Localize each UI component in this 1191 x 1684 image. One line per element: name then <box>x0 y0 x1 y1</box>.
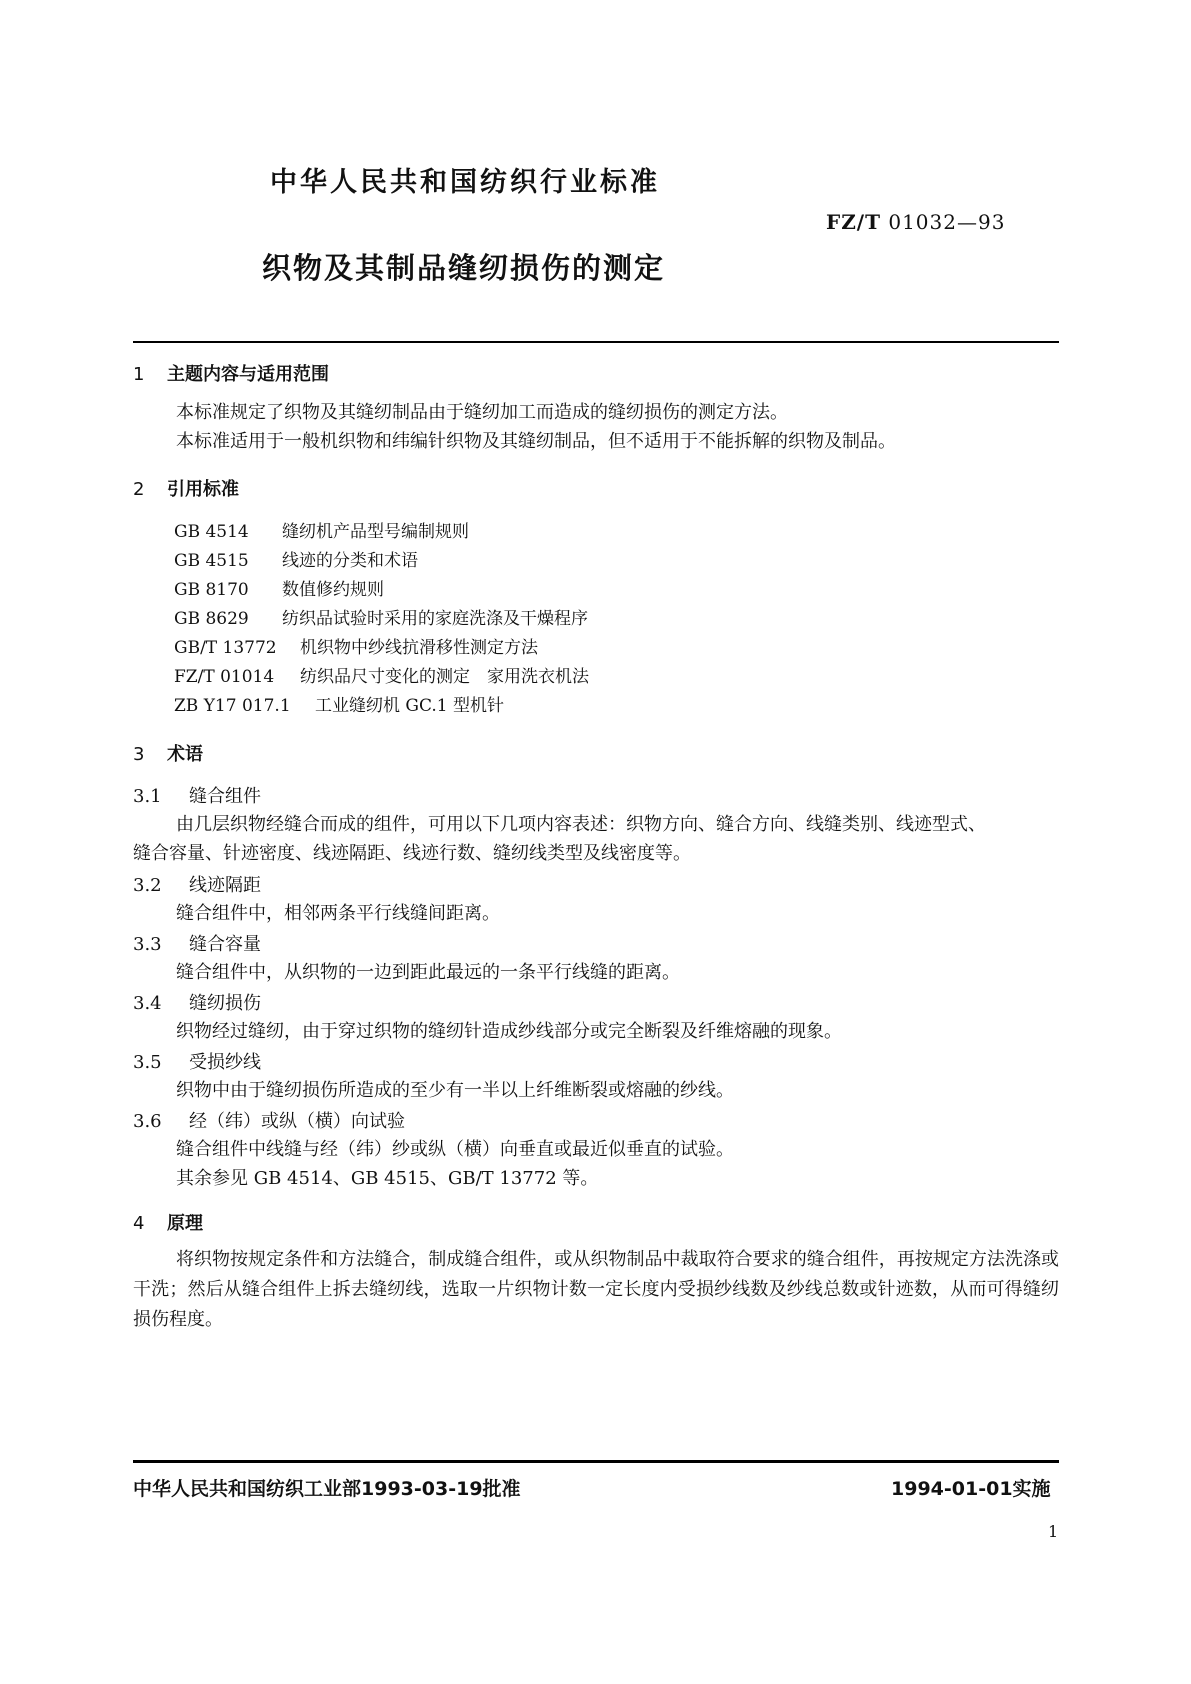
term-3-4-definition: 织物经过缝纫，由于穿过织物的缝纫针造成纱线部分或完全断裂及纤维熔融的现象。 <box>176 1021 842 1042</box>
reference-title: 缝纫机产品型号编制规则 <box>282 522 469 542</box>
term-number: 3.4 <box>133 993 162 1014</box>
reference-item <box>174 662 589 687</box>
term-3-1-heading <box>133 782 261 808</box>
section-1-para-1: 本标准规定了织物及其缝纫制品由于缝纫加工而造成的缝纫损伤的测定方法。 <box>176 402 788 423</box>
standard-code <box>826 210 1005 234</box>
section-number: 4 <box>133 1213 145 1234</box>
reference-title: 机织物中纱线抗滑移性测定方法 <box>300 638 538 658</box>
page-number: 1 <box>1048 1522 1059 1541</box>
section-title: 原理 <box>167 1213 203 1234</box>
term-3-3-heading <box>133 930 261 956</box>
reference-code: GB 8629 <box>174 609 249 629</box>
section-1-para-2: 本标准适用于一般机织物和纬编针织物及其缝纫制品，但不适用于不能拆解的织物及制品。 <box>176 431 896 452</box>
approval-statement: 中华人民共和国纺织工业部1993-03-19批准 <box>133 1478 521 1500</box>
term-3-2-heading <box>133 871 261 897</box>
term-number: 3.2 <box>133 875 162 896</box>
reference-title: 工业缝纫机 GC.1 型机针 <box>315 696 505 716</box>
reference-item <box>174 546 418 571</box>
reference-item <box>174 604 588 629</box>
term-number: 3.3 <box>133 934 162 955</box>
reference-title: 纺织品试验时采用的家庭洗涤及干燥程序 <box>282 609 588 629</box>
term-3-5-heading <box>133 1048 261 1074</box>
reference-code: GB 4515 <box>174 551 249 571</box>
section-number: 3 <box>133 744 145 765</box>
term-3-6-definition: 缝合组件中线缝与经（纬）纱或纵（横）向垂直或最近似垂直的试验。 <box>176 1139 734 1160</box>
standard-organization: 中华人民共和国纺织行业标准 <box>270 167 660 198</box>
implementation-date: 1994-01-01实施 <box>891 1478 1051 1500</box>
section-number: 1 <box>133 364 145 385</box>
term-3-1-definition-line-2: 缝合容量、针迹密度、线迹隔距、线迹行数、缝纫线类型及线密度等。 <box>133 843 691 864</box>
term-number: 3.6 <box>133 1111 162 1132</box>
term-name: 缝合容量 <box>189 934 261 955</box>
reference-item <box>174 633 538 658</box>
section-title: 术语 <box>167 744 203 765</box>
term-3-4-heading <box>133 989 261 1015</box>
standard-code-number: 01032—93 <box>888 210 1006 234</box>
reference-title: 数值修约规则 <box>282 580 384 600</box>
term-3-5-definition: 织物中由于缝纫损伤所造成的至少有一半以上纤维断裂或熔融的纱线。 <box>176 1080 734 1101</box>
section-4-heading <box>133 1209 203 1235</box>
reference-code: GB/T 13772 <box>174 638 277 658</box>
term-3-6-heading <box>133 1107 405 1133</box>
term-name: 缝合组件 <box>189 786 261 807</box>
reference-title: 线迹的分类和术语 <box>282 551 418 571</box>
term-number: 3.1 <box>133 786 162 807</box>
term-name: 受损纱线 <box>189 1052 261 1073</box>
reference-item <box>174 517 469 542</box>
reference-item <box>174 575 384 600</box>
reference-title: 纺织品尺寸变化的测定 家用洗衣机法 <box>300 667 589 687</box>
term-name: 经（纬）或纵（横）向试验 <box>189 1111 405 1132</box>
document-title: 织物及其制品缝纫损伤的测定 <box>262 251 666 285</box>
reference-code: ZB Y17 017.1 <box>174 696 291 716</box>
section-title: 主题内容与适用范围 <box>167 364 329 385</box>
section-title: 引用标准 <box>167 479 239 500</box>
section-3-heading <box>133 740 203 766</box>
header-divider <box>133 341 1059 343</box>
reference-code: FZ/T 01014 <box>174 667 275 687</box>
reference-code: GB 8170 <box>174 580 249 600</box>
section-1-heading <box>133 360 329 386</box>
term-name: 线迹隔距 <box>189 875 261 896</box>
section-number: 2 <box>133 479 145 500</box>
reference-item <box>174 691 504 716</box>
section-2-heading <box>133 475 239 501</box>
standard-code-prefix: FZ/T <box>826 210 881 234</box>
term-3-3-definition: 缝合组件中，从织物的一边到距此最远的一条平行线缝的距离。 <box>176 962 680 983</box>
section-4-para: 将织物按规定条件和方法缝合，制成缝合组件，或从织物制品中裁取符合要求的缝合组件，再按规定方法洗涤或干洗；然后从缝合组件上拆去缝纫线，选取一片织物计数一定长度内受损纱线数及纱线总数或针迹数，从而可得缝纫损伤程度。 <box>133 1249 1059 1330</box>
term-3-2-definition: 缝合组件中，相邻两条平行线缝间距离。 <box>176 903 500 924</box>
term-name: 缝纫损伤 <box>189 993 261 1014</box>
term-number: 3.5 <box>133 1052 162 1073</box>
term-3-6-see-also: 其余参见 GB 4514、GB 4515、GB/T 13772 等。 <box>176 1168 599 1189</box>
term-3-1-definition-line-1: 由几层织物经缝合而成的组件，可用以下几项内容表述：织物方向、缝合方向、线缝类别、线迹型式、 <box>176 814 986 835</box>
reference-code: GB 4514 <box>174 522 249 542</box>
footer-divider <box>133 1460 1059 1463</box>
